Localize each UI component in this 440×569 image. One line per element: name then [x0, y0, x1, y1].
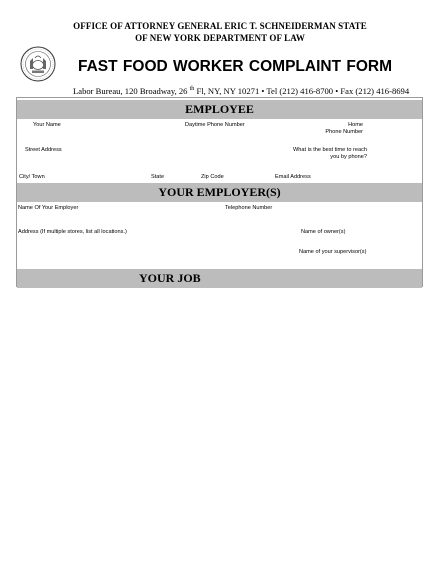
city-town-field[interactable]: City/ Town [19, 174, 45, 180]
contact-phone-fax: Fl, NY, NY 10271 • Tel (212) 416-8700 • Fax (212) 416-8694 [194, 86, 410, 96]
owner-name-field[interactable]: Name of owner(s) [301, 229, 346, 235]
employer-name-field[interactable]: Name Of Your Employer [18, 205, 79, 211]
section-employer-heading: YOUR EMPLOYER(S) [17, 183, 422, 202]
section-job-heading: YOUR JOB [17, 269, 422, 288]
department-heading: OF NEW YORK DEPARTMENT OF LAW [135, 33, 305, 43]
office-heading: OFFICE OF ATTORNEY GENERAL ERIC T. SCHNEIDERMAN STATE [73, 21, 367, 31]
section-employee-heading: EMPLOYEE [17, 100, 422, 119]
zip-code-field[interactable]: Zip Code [201, 174, 224, 180]
new-york-state-seal-icon [20, 46, 56, 82]
home-phone-label-2: Phone Number [325, 129, 363, 135]
best-time-label-2: you by phone? [330, 154, 367, 160]
street-address-field[interactable]: Street Address [25, 147, 62, 153]
floor-superscript: th [189, 86, 195, 93]
home-phone-field[interactable] [317, 122, 363, 136]
daytime-phone-field[interactable]: Daytime Phone Number [185, 122, 245, 128]
supervisor-name-field[interactable]: Name of your supervisor(s) [299, 249, 367, 255]
state-field[interactable]: State [151, 174, 165, 180]
contact-address: Labor Bureau, 120 Broadway, 26 [73, 86, 190, 96]
best-time-field[interactable] [277, 147, 367, 161]
employer-telephone-field[interactable]: Telephone Number [225, 205, 273, 211]
email-address-field[interactable]: Email Address [275, 174, 311, 180]
contact-line [73, 86, 409, 96]
form-title: FAST FOOD WORKER COMPLAINT FORM [78, 58, 392, 75]
home-phone-label-1: Home [348, 122, 363, 128]
your-name-field[interactable]: Your Name [33, 122, 61, 128]
employer-address-field[interactable]: Address (If multiple stores, list all locations.) [18, 229, 127, 235]
complaint-form [16, 97, 423, 287]
best-time-label-1: What is the best time to reach [293, 147, 367, 153]
